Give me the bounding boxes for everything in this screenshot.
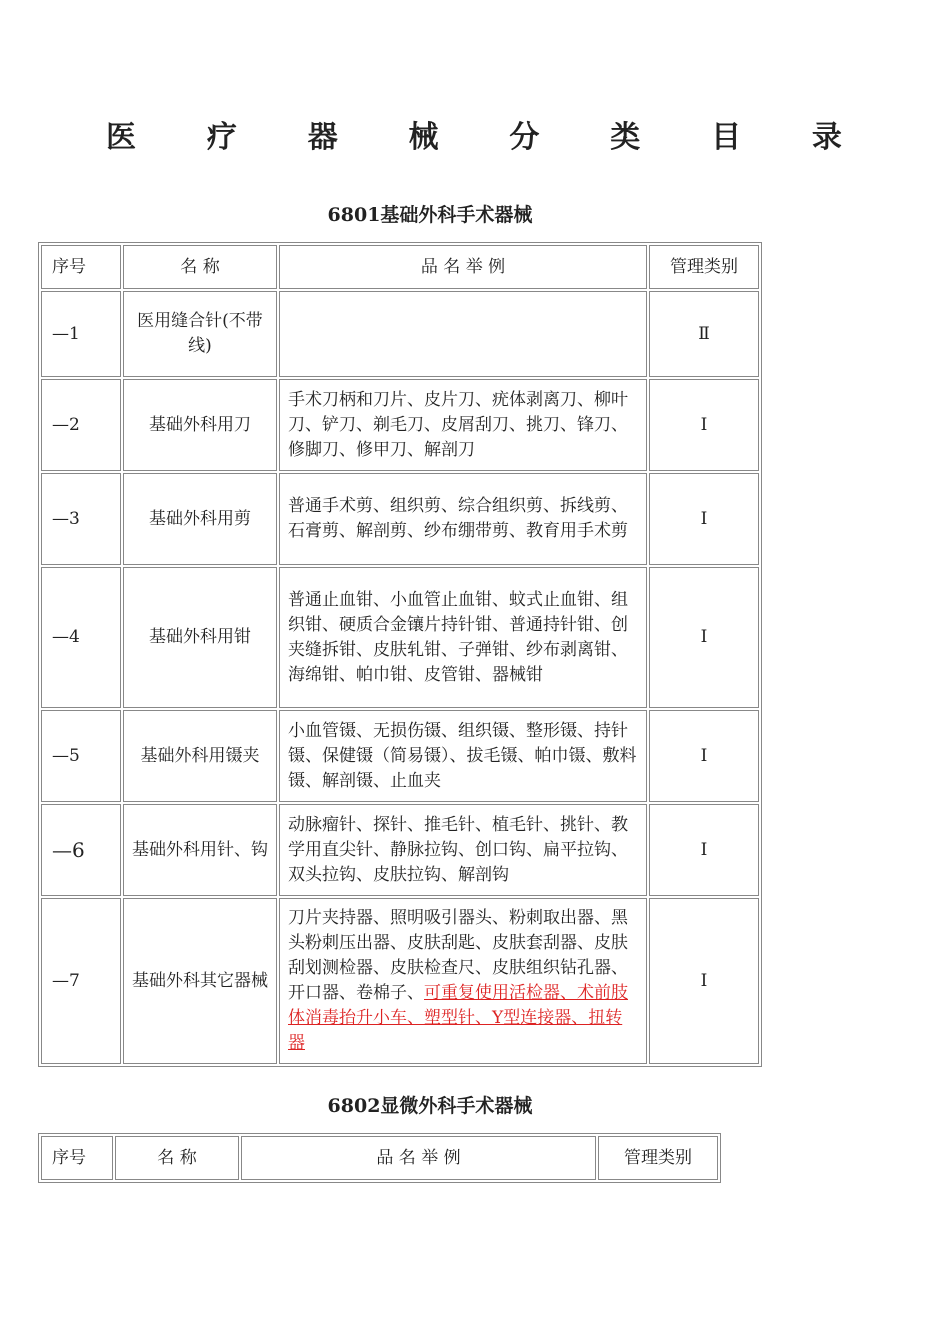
header-num: 序号 — [41, 1136, 113, 1180]
table-header-row — [41, 245, 759, 289]
title-char: 分 — [509, 120, 542, 155]
title-char: 类 — [610, 120, 643, 155]
row-examples: 普通手术剪、组织剪、综合组织剪、拆线剪、石膏剪、解剖剪、纱布绷带剪、教育用手术剪 — [279, 473, 647, 565]
row-num: —1 — [41, 291, 121, 377]
row-examples: 小血管镊、无损伤镊、组织镊、整形镊、持针镊、保健镊（简易镊）、拔毛镊、帕巾镊、敷料镊、解剖镊、止血夹 — [279, 710, 647, 802]
title-char: 械 — [408, 120, 441, 155]
header-examples: 品 名 举 例 — [241, 1136, 596, 1180]
header-examples: 品 名 举 例 — [279, 245, 647, 289]
row-name: 基础外科用剪 — [123, 473, 277, 565]
row-class: Ⅰ — [649, 567, 759, 708]
row-examples: 刀片夹持器、照明吸引器头、粉刺取出器、黑头粉刺压出器、皮肤刮匙、皮肤套刮器、皮肤刮划测检器、皮肤检查尺、皮肤组织钻孔器、开口器、卷棉子、 — [288, 908, 628, 1003]
title-char: 录 — [811, 120, 844, 155]
row-class: Ⅰ — [649, 473, 759, 565]
document-title — [100, 112, 850, 156]
table-row — [41, 473, 759, 565]
header-name: 名 称 — [115, 1136, 239, 1180]
section-heading-6802: 6802显微外科手术器械 — [327, 1095, 533, 1117]
row-num: —5 — [41, 710, 121, 802]
title-char: 目 — [711, 120, 744, 155]
row-class: Ⅱ — [649, 291, 759, 377]
row-examples: 普通止血钳、小血管止血钳、蚊式止血钳、组织钳、硬质合金镶片持针钳、普通持针钳、创夹缝拆钳、皮肤轧钳、子弹钳、纱布剥离钳、海绵钳、帕巾钳、皮管钳、器械钳 — [279, 567, 647, 708]
table-row — [41, 804, 759, 896]
row-class: Ⅰ — [649, 804, 759, 896]
title-char: 器 — [307, 120, 340, 155]
table-row — [41, 898, 759, 1064]
row-class: Ⅰ — [649, 379, 759, 471]
section-heading-6801: 6801基础外科手术器械 — [327, 204, 533, 226]
row-name: 医用缝合针(不带线) — [123, 291, 277, 377]
table-row — [41, 291, 759, 377]
row-name: 基础外科用针、钩 — [123, 804, 277, 896]
row-examples-highlight: 可重复使用活检器、术前肢体消毒抬升小车、塑型针、Y型连接器、扭转器 — [288, 983, 628, 1053]
header-class: 管理类别 — [649, 245, 759, 289]
row-num: —2 — [41, 379, 121, 471]
title-char: 医 — [106, 120, 138, 155]
table-header-row — [41, 1136, 718, 1180]
row-examples — [279, 291, 647, 377]
catalog-table-6802 — [38, 1133, 721, 1183]
catalog-table-6801 — [38, 242, 762, 1067]
header-num: 序号 — [41, 245, 121, 289]
row-num: —4 — [41, 567, 121, 708]
table-row — [41, 567, 759, 708]
table-row — [41, 379, 759, 471]
row-name: 基础外科用钳 — [123, 567, 277, 708]
row-name: 基础外科用镊夹 — [123, 710, 277, 802]
row-num: —7 — [41, 898, 121, 1064]
header-class: 管理类别 — [598, 1136, 718, 1180]
row-examples: 手术刀柄和刀片、皮片刀、疣体剥离刀、柳叶刀、铲刀、剃毛刀、皮屑刮刀、挑刀、锋刀、修脚刀、修甲刀、解剖刀 — [279, 379, 647, 471]
row-class: Ⅰ — [649, 898, 759, 1064]
row-num: —6 — [41, 804, 121, 896]
row-name: 基础外科其它器械 — [123, 898, 277, 1064]
row-class: Ⅰ — [649, 710, 759, 802]
row-name: 基础外科用刀 — [123, 379, 277, 471]
table-row — [41, 710, 759, 802]
title-char: 疗 — [206, 120, 239, 155]
header-name: 名 称 — [123, 245, 277, 289]
row-num: —3 — [41, 473, 121, 565]
row-examples: 动脉瘤针、探针、推毛针、植毛针、挑针、教学用直尖针、静脉拉钩、创口钩、扁平拉钩、双头拉钩、皮肤拉钩、解剖钩 — [279, 804, 647, 896]
row-examples-cell — [279, 898, 647, 1064]
